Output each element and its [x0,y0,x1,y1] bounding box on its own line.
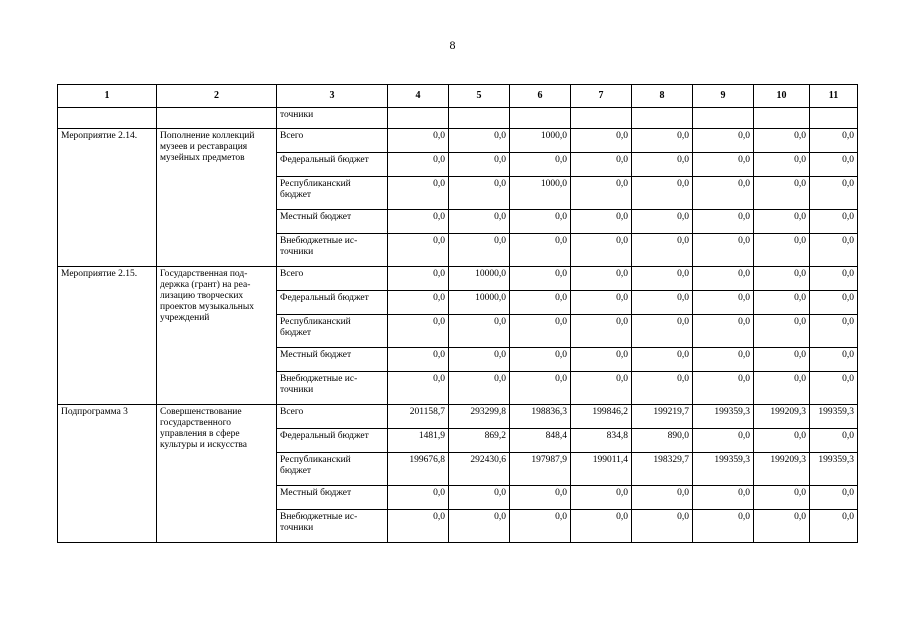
col-header-9: 9 [693,85,754,108]
value-cell: 0,0 [693,177,754,210]
value-cell: 0,0 [810,486,858,510]
program-description: Совершенствование государственного управления в сфере культуры и искусства [157,405,277,543]
value-cell: 0,0 [810,267,858,291]
value-cell: 0,0 [388,315,449,348]
col-header-8: 8 [632,85,693,108]
value-cell: 0,0 [571,267,632,291]
value-cell: 0,0 [449,348,510,372]
col-header-2: 2 [157,85,277,108]
value-cell: 0,0 [632,372,693,405]
program-name: Мероприятие 2.15. [58,267,157,405]
value-cell: 0,0 [571,129,632,153]
value-cell: 0,0 [571,315,632,348]
program-description: Пополнение коллекций музеев и реставрация музейных предметов [157,129,277,267]
value-cell: 0,0 [449,486,510,510]
value-cell: 0,0 [632,315,693,348]
value-cell: 0,0 [693,372,754,405]
value-cell: 293299,8 [449,405,510,429]
value-cell: 199011,4 [571,453,632,486]
value-cell: 0,0 [693,510,754,543]
value-cell: 0,0 [810,234,858,267]
funding-source: Федеральный бюджет [277,153,388,177]
value-cell: 0,0 [571,510,632,543]
value-cell: 0,0 [388,486,449,510]
value-cell: 0,0 [693,486,754,510]
value-cell: 0,0 [754,429,810,453]
funding-source: Внебюджетные ис-точники [277,234,388,267]
funding-source: Местный бюджет [277,210,388,234]
value-cell: 0,0 [449,129,510,153]
value-cell: 0,0 [632,486,693,510]
funding-source: Внебюджетные ис-точники [277,510,388,543]
table-body [58,108,858,543]
value-cell: 0,0 [510,372,571,405]
value-cell: 0,0 [449,153,510,177]
value-cell: 199219,7 [632,405,693,429]
value-cell: 0,0 [754,267,810,291]
funding-source: Местный бюджет [277,486,388,510]
value-cell: 0,0 [388,267,449,291]
value-cell: 0,0 [754,129,810,153]
value-cell: 0,0 [754,372,810,405]
funding-source: Федеральный бюджет [277,429,388,453]
value-cell: 198329,7 [632,453,693,486]
value-cell: 0,0 [388,177,449,210]
value-cell: 0,0 [693,210,754,234]
value-cell: 0,0 [510,153,571,177]
continuation-row [58,108,858,129]
value-cell: 0,0 [693,153,754,177]
value-cell: 0,0 [754,210,810,234]
value-cell: 1481,9 [388,429,449,453]
value-cell: 869,2 [449,429,510,453]
header-row [58,85,858,108]
col-header-7: 7 [571,85,632,108]
value-cell: 292430,6 [449,453,510,486]
value-cell: 0,0 [754,234,810,267]
value-cell: 0,0 [571,486,632,510]
value-cell: 0,0 [388,510,449,543]
col-header-3: 3 [277,85,388,108]
value-cell: 0,0 [571,177,632,210]
value-cell: 0,0 [510,486,571,510]
value-cell: 0,0 [754,510,810,543]
value-cell: 0,0 [449,177,510,210]
value-cell: 0,0 [693,234,754,267]
value-cell: 0,0 [693,348,754,372]
value-cell: 0,0 [754,177,810,210]
value-cell: 0,0 [632,177,693,210]
value-cell: 890,0 [632,429,693,453]
continuation-cell [157,108,277,129]
value-cell: 201158,7 [388,405,449,429]
value-cell: 198836,3 [510,405,571,429]
value-cell: 0,0 [571,210,632,234]
col-header-1: 1 [58,85,157,108]
continuation-source: точники [277,108,388,129]
value-cell: 0,0 [571,372,632,405]
col-header-10: 10 [754,85,810,108]
program-name: Мероприятие 2.14. [58,129,157,267]
funding-source: Всего [277,129,388,153]
value-cell: 0,0 [632,510,693,543]
value-cell: 1000,0 [510,129,571,153]
value-cell: 0,0 [449,372,510,405]
value-cell: 0,0 [388,348,449,372]
value-cell: 0,0 [754,486,810,510]
value-cell: 0,0 [510,510,571,543]
value-cell: 0,0 [810,177,858,210]
value-cell: 0,0 [571,348,632,372]
value-cell: 199676,8 [388,453,449,486]
value-cell: 0,0 [810,153,858,177]
value-cell: 0,0 [810,372,858,405]
funding-source: Республиканский бюджет [277,315,388,348]
funding-source: Всего [277,405,388,429]
value-cell: 10000,0 [449,267,510,291]
value-cell: 0,0 [449,234,510,267]
value-cell: 0,0 [810,210,858,234]
value-cell: 0,0 [810,510,858,543]
value-cell: 0,0 [510,267,571,291]
value-cell: 0,0 [510,210,571,234]
page-number: 8 [449,38,456,52]
value-cell: 0,0 [449,315,510,348]
value-cell: 0,0 [510,315,571,348]
continuation-cell [58,108,157,129]
value-cell: 0,0 [510,234,571,267]
value-cell: 0,0 [632,129,693,153]
table-row [58,267,858,291]
funding-source: Всего [277,267,388,291]
value-cell: 0,0 [571,153,632,177]
value-cell: 0,0 [510,348,571,372]
value-cell: 0,0 [571,291,632,315]
value-cell: 0,0 [754,315,810,348]
value-cell: 0,0 [449,510,510,543]
col-header-5: 5 [449,85,510,108]
value-cell: 0,0 [632,291,693,315]
value-cell: 1000,0 [510,177,571,210]
funding-source: Местный бюджет [277,348,388,372]
value-cell: 199359,3 [693,405,754,429]
value-cell: 199359,3 [693,453,754,486]
value-cell: 0,0 [693,129,754,153]
value-cell: 0,0 [810,291,858,315]
value-cell: 0,0 [388,291,449,315]
value-cell: 848,4 [510,429,571,453]
value-cell: 199209,3 [754,453,810,486]
col-header-4: 4 [388,85,449,108]
value-cell: 0,0 [693,267,754,291]
budget-table [57,84,858,543]
funding-source: Республиканский бюджет [277,453,388,486]
value-cell: 199846,2 [571,405,632,429]
value-cell: 0,0 [632,348,693,372]
value-cell: 0,0 [632,267,693,291]
value-cell: 0,0 [693,315,754,348]
value-cell: 0,0 [754,153,810,177]
value-cell: 0,0 [632,234,693,267]
value-cell: 0,0 [571,234,632,267]
value-cell: 834,8 [571,429,632,453]
funding-source: Федеральный бюджет [277,291,388,315]
value-cell: 199359,3 [810,453,858,486]
value-cell: 0,0 [754,291,810,315]
value-cell: 0,0 [388,372,449,405]
value-cell: 0,0 [810,348,858,372]
value-cell: 0,0 [693,429,754,453]
program-name: Подпрограмма 3 [58,405,157,543]
value-cell: 0,0 [754,348,810,372]
value-cell: 0,0 [449,210,510,234]
value-cell: 0,0 [632,153,693,177]
program-description: Государственная под-держка (грант) на реа-лизацию творческих проектов музыкальных учреждений [157,267,277,405]
value-cell: 0,0 [510,291,571,315]
funding-source: Республиканский бюджет [277,177,388,210]
value-cell: 0,0 [693,291,754,315]
funding-source: Внебюджетные ис-точники [277,372,388,405]
value-cell: 199359,3 [810,405,858,429]
value-cell: 0,0 [810,315,858,348]
value-cell: 197987,9 [510,453,571,486]
value-cell: 199209,3 [754,405,810,429]
value-cell: 0,0 [810,129,858,153]
value-cell: 0,0 [632,210,693,234]
table-row [58,129,858,153]
value-cell: 0,0 [388,234,449,267]
value-cell: 0,0 [388,153,449,177]
value-cell: 0,0 [388,210,449,234]
col-header-11: 11 [810,85,858,108]
table-row [58,405,858,429]
value-cell: 10000,0 [449,291,510,315]
value-cell: 0,0 [810,429,858,453]
value-cell: 0,0 [388,129,449,153]
col-header-6: 6 [510,85,571,108]
